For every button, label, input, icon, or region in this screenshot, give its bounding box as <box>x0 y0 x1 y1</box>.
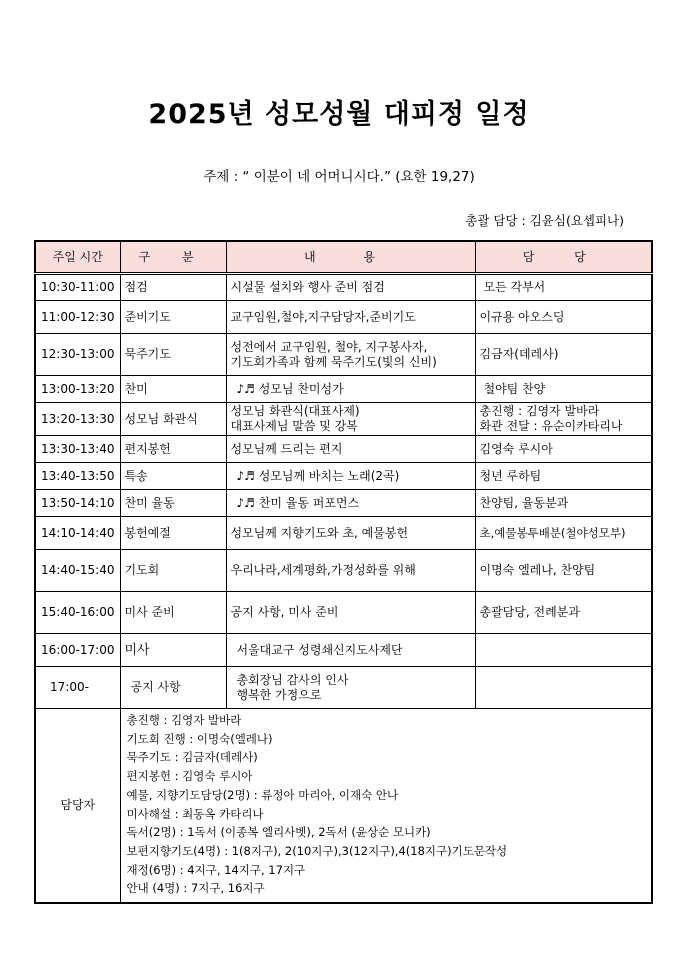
row-content-line: 기도회가족과 함께 묵주기도(빛의 신비) <box>230 354 437 369</box>
header-category: 구 분 <box>120 241 226 274</box>
row-content <box>226 334 475 376</box>
staff-row <box>35 709 652 904</box>
table-row <box>35 463 652 490</box>
row-owner: 청년 루하팀 <box>475 463 652 490</box>
staff-item: 예물, 지향기도담당(2명) : 류정아 마리아, 이재숙 안나 <box>126 787 399 802</box>
row-owner <box>475 403 652 436</box>
row-content-line: 대표사제님 말씀 및 강복 <box>230 419 358 433</box>
table-row <box>35 403 652 436</box>
row-time: 13:40-13:50 <box>35 463 120 490</box>
row-time: 14:10-14:40 <box>35 517 120 550</box>
row-owner: 김금자(데레사) <box>475 334 652 376</box>
table-row <box>35 436 652 463</box>
row-time: 16:00-17:00 <box>35 634 120 667</box>
row-category: 기도회 <box>120 550 226 592</box>
header-time: 주일 시간 <box>35 241 120 274</box>
row-content-line: 총회장님 감사의 인사 <box>236 672 349 687</box>
row-content: ♪♬ 성모님께 바치는 노래(2곡) <box>226 463 475 490</box>
row-category: 묵주기도 <box>120 334 226 376</box>
row-time: 15:40-16:00 <box>35 592 120 634</box>
row-content-line: 행복한 가정으로 <box>236 687 322 702</box>
table-row <box>35 274 652 301</box>
theme-line: 주제 : “ 이분이 네 어머니시다.” (요한 19,27) <box>203 169 475 185</box>
row-category: 준비기도 <box>120 301 226 334</box>
staff-item: 재정(6명) : 4지구, 14지구, 17지구 <box>126 862 306 877</box>
table-row <box>35 592 652 634</box>
staff-item: 안내 (4명) : 7지구, 16지구 <box>126 881 265 896</box>
row-time: 12:30-13:00 <box>35 334 120 376</box>
row-content <box>226 667 475 709</box>
row-owner-line: 화관 전달 : 유순이카타리나 <box>479 419 623 433</box>
row-owner: 모든 각부서 <box>475 274 652 301</box>
row-time: 13:30-13:40 <box>35 436 120 463</box>
row-content: 교구임원,철야,지구담당자,준비기도 <box>226 301 475 334</box>
row-content: ♪♬ 성모님 찬미성가 <box>226 376 475 403</box>
staff-item: 기도회 진행 : 이명숙(엘레나) <box>126 731 273 746</box>
table-row <box>35 667 652 709</box>
row-content-line: 성전에서 교구임원, 철야, 지구봉사자, <box>230 339 428 354</box>
header-owner: 담 당 <box>475 241 652 274</box>
row-content: 시설물 설치와 행사 준비 점검 <box>226 274 475 301</box>
row-owner: 찬양팀, 율동분과 <box>475 490 652 517</box>
row-owner: 김영숙 루시아 <box>475 436 652 463</box>
row-owner: 철야팀 찬양 <box>475 376 652 403</box>
staff-item: 독서(2명) : 1독서 (이종복 엘리사벳), 2독서 (윤상순 모니카) <box>126 825 431 840</box>
row-owner: 초,예물봉투배분(철야성모부) <box>475 517 652 550</box>
row-time: 13:20-13:30 <box>35 403 120 436</box>
row-content: 성모님께 지향기도와 초, 예물봉헌 <box>226 517 475 550</box>
row-content <box>226 403 475 436</box>
table-row <box>35 490 652 517</box>
table-header-row <box>35 241 652 274</box>
row-content: 성모님께 드리는 편지 <box>226 436 475 463</box>
row-category: 점검 <box>120 274 226 301</box>
row-time: 10:30-11:00 <box>35 274 120 301</box>
row-time: 11:00-12:30 <box>35 301 120 334</box>
staff-item: 편지봉헌 : 김영숙 루시아 <box>126 769 253 784</box>
schedule-table <box>34 240 653 904</box>
row-category: 봉헌예절 <box>120 517 226 550</box>
table-row <box>35 634 652 667</box>
row-owner: 총괄담당, 전례분과 <box>475 592 652 634</box>
table-row <box>35 376 652 403</box>
row-category: 공지 사항 <box>120 667 226 709</box>
row-owner: 이명숙 엘레나, 찬양팀 <box>475 550 652 592</box>
header-content: 내 용 <box>226 241 475 274</box>
row-category: 성모님 화관식 <box>120 403 226 436</box>
table-row <box>35 550 652 592</box>
table-row <box>35 334 652 376</box>
row-category: 찬미 율동 <box>120 490 226 517</box>
row-owner: 이규용 아오스딩 <box>475 301 652 334</box>
page-title: 2025년 성모성월 대피정 일정 <box>148 99 530 130</box>
row-content: 공지 사항, 미사 준비 <box>226 592 475 634</box>
row-time: 13:00-13:20 <box>35 376 120 403</box>
row-content: 우리나라,세계평화,가정성화를 위해 <box>226 550 475 592</box>
row-category: 미사 <box>120 634 226 667</box>
table-row <box>35 301 652 334</box>
row-content: 서울대교구 성령쇄신지도사제단 <box>226 634 475 667</box>
row-time: 17:00- <box>35 667 120 709</box>
row-owner-line: 총진행 : 김영자 발바라 <box>479 404 600 418</box>
staff-label: 담당자 <box>35 709 120 904</box>
staff-item: 보편지향기도(4명) : 1(8지구), 2(10지구),3(12지구),4(18지구)기도문작성 <box>126 843 508 858</box>
row-owner <box>475 667 652 709</box>
row-content: ♪♬ 찬미 율동 퍼포먼스 <box>226 490 475 517</box>
row-category: 특송 <box>120 463 226 490</box>
row-content-line: 성모님 화관식(대표사제) <box>230 404 360 418</box>
director-line: 총괄 담당 : 김윤심(요셉피나) <box>465 213 624 228</box>
staff-item: 묵주기도 : 김금자(데레사) <box>126 750 258 765</box>
row-owner <box>475 634 652 667</box>
table-row <box>35 517 652 550</box>
row-time: 13:50-14:10 <box>35 490 120 517</box>
row-time: 14:40-15:40 <box>35 550 120 592</box>
staff-item: 미사해설 : 최동옥 카타리나 <box>126 806 264 821</box>
staff-item: 총진행 : 김영자 발바라 <box>126 713 242 727</box>
row-category: 찬미 <box>120 376 226 403</box>
staff-list <box>120 709 652 904</box>
row-category: 미사 준비 <box>120 592 226 634</box>
row-category: 편지봉헌 <box>120 436 226 463</box>
